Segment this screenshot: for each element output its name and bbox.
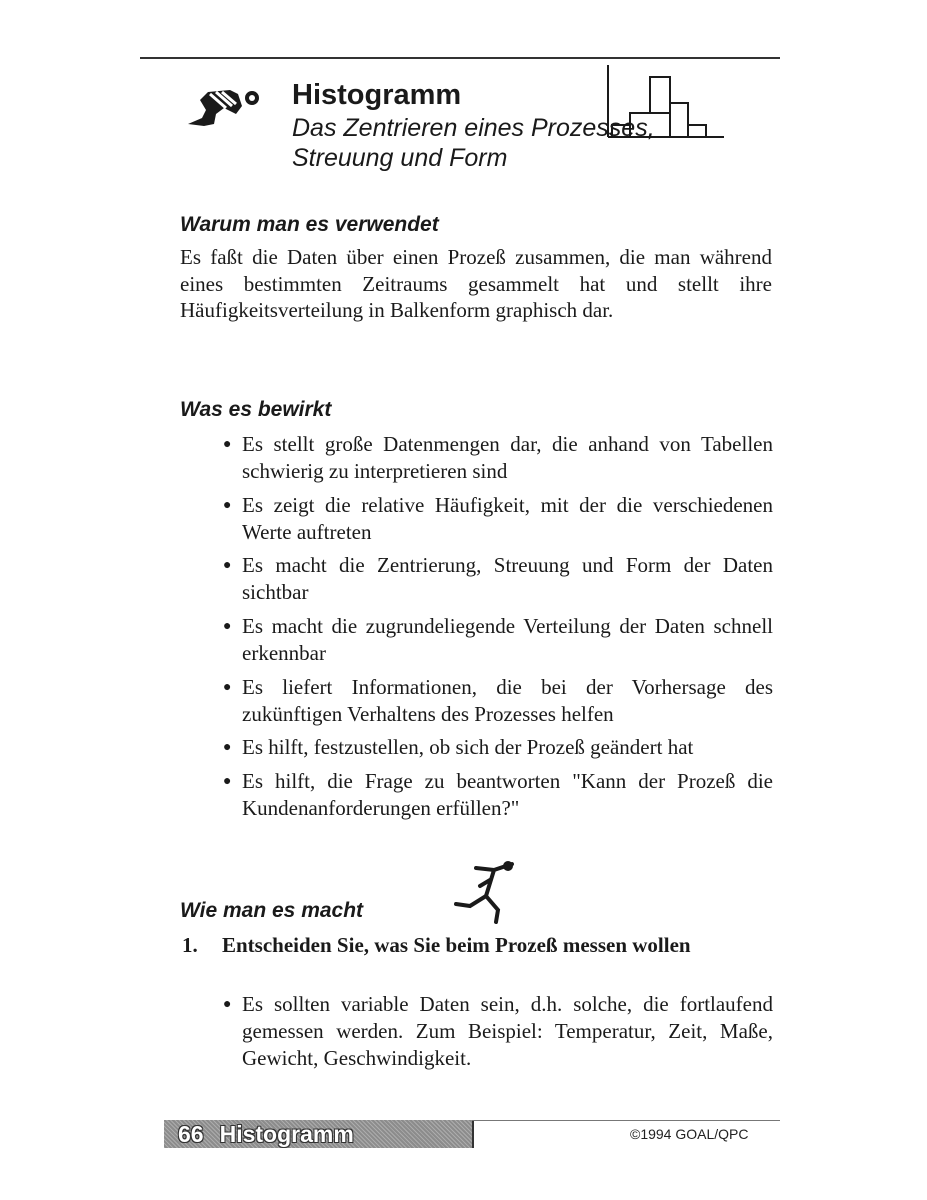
- list-item: ● Es macht die Zentrierung, Streuung und Form der Daten sichtbar: [223, 553, 773, 605]
- why-paragraph: Es faßt die Daten über einen Prozeß zusammen, die man während eines bestimmten Zeitraums gesammelt hat und stellt ihre Häufigkeitsverteilung in Balkenform graphisch dar.: [180, 245, 772, 323]
- list-item: ● Es macht die zugrundeliegende Verteilung der Daten schnell erkennbar: [223, 614, 773, 666]
- footer-label: [178, 1120, 354, 1148]
- step-text: Entscheiden Sie, was Sie beim Prozeß messen wollen: [222, 933, 691, 957]
- bullet-icon: ●: [223, 679, 232, 695]
- heading-why: Warum man es verwendet: [180, 213, 439, 236]
- runner-icon: [452, 856, 534, 926]
- page-title: Histogramm: [292, 79, 462, 111]
- list-item: ● Es sollten variable Daten sein, d.h. solche, die fortlaufend gemessen werden. Zum Beispiel: Temperatur, Zeit, Maße, Gewicht, Geschwindigkeit.: [223, 992, 773, 1070]
- bullet-icon: ●: [223, 558, 232, 574]
- heading-what: Was es bewirkt: [180, 398, 332, 421]
- bullet-icon: ●: [223, 437, 232, 452]
- bullet-icon: ●: [223, 740, 232, 756]
- list-item: ● Es stellt große Datenmengen dar, die anhand von Tabellen schwierig zu interpretieren sind: [223, 432, 773, 483]
- footer-section: Histogramm: [219, 1121, 354, 1147]
- page-number: 66: [178, 1121, 204, 1147]
- page-subtitle: Das Zentrieren eines Prozesses, Streuung und Form: [292, 114, 655, 172]
- copyright: ©1994 GOAL/QPC: [630, 1126, 749, 1142]
- list-item: ● Es hilft, die Frage zu beantworten "Kann der Prozeß die Kundenanforderungen erfüllen?": [223, 769, 773, 821]
- list-item: ● Es liefert Informationen, die bei der Vorhersage des zukünftigen Verhaltens des Prozesses helfen: [223, 674, 773, 726]
- histogram-icon: [600, 63, 726, 141]
- list-item: ● Es zeigt die relative Häufigkeit, mit der die verschiedenen Werte auftreten: [223, 492, 773, 544]
- bullet-icon: ●: [223, 997, 232, 1012]
- bullet-icon: ●: [223, 774, 232, 790]
- top-rule: [140, 57, 780, 59]
- heading-how: Wie man es macht: [180, 899, 364, 922]
- bullet-icon: ●: [223, 619, 232, 635]
- bullet-icon: ●: [223, 497, 232, 513]
- list-item: ● Es hilft, festzustellen, ob sich der Prozeß geändert hat: [223, 735, 694, 760]
- step-bullets: [223, 991, 773, 1079]
- walker-icon: [180, 80, 272, 130]
- what-list: [223, 431, 773, 829]
- footer-rule: [472, 1120, 780, 1121]
- step-number: 1.: [182, 933, 198, 957]
